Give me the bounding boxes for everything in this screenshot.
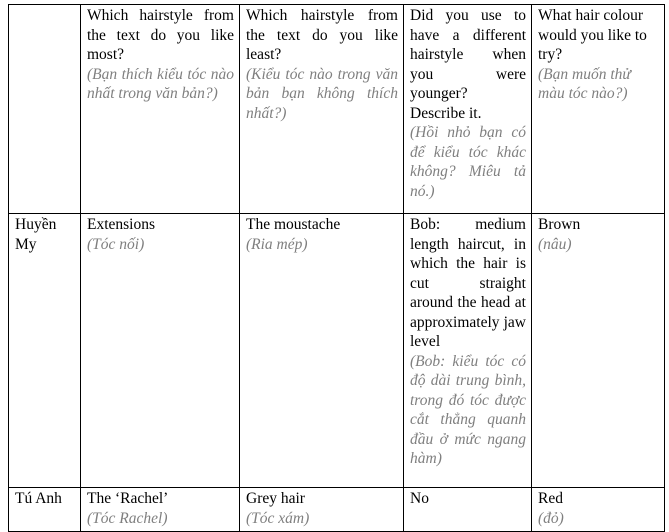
- answer-cell-like-most: [81, 214, 240, 488]
- answer-translation: (đỏ): [538, 509, 564, 527]
- answer-text: The ‘Rachel’: [87, 490, 169, 507]
- header-question: What hair colour would you like to try?: [538, 7, 647, 63]
- header-question: Which hairstyle from the text do you like most?: [87, 7, 234, 63]
- answer-translation: (nâu): [538, 235, 572, 253]
- answer-translation: (Tóc nối): [87, 235, 145, 253]
- answer-text: Bob: medium length haircut, in which the hair is cut straight around the head at approximately jaw level: [410, 216, 526, 350]
- header-translation: (Kiểu tóc nào trong văn bản bạn không thích nhất?): [246, 65, 398, 122]
- header-cell-like-most: [81, 5, 240, 214]
- answer-cell-past-hairstyle: [404, 214, 532, 488]
- header-translation: (Bạn muốn thử màu tóc nào?): [538, 65, 631, 102]
- header-cell-past-hairstyle: [404, 5, 532, 214]
- answer-cell-like-least: [240, 488, 404, 532]
- header-cell-like-least: [240, 5, 404, 214]
- answer-text: The moustache: [246, 216, 341, 233]
- answer-cell-like-least: [240, 214, 404, 488]
- answer-cell-hair-colour: [532, 488, 665, 532]
- header-translation: (Hồi nhỏ bạn có để kiểu tóc khác không? Miêu tả nó.): [410, 124, 526, 200]
- answer-translation: (Tóc xám): [246, 509, 310, 527]
- answer-text: Extensions: [87, 216, 156, 233]
- header-translation: (Bạn thích kiểu tóc nào nhất trong văn bản?): [87, 65, 234, 102]
- answer-text: Red: [538, 490, 563, 507]
- student-name-cell: [9, 214, 81, 488]
- answer-translation: (Ria mép): [246, 235, 308, 253]
- answer-text: Brown: [538, 216, 581, 233]
- table-row: [9, 214, 665, 488]
- header-question: Which hairstyle from the text do you like least?: [246, 7, 398, 63]
- answer-cell-past-hairstyle: [404, 488, 532, 532]
- student-name: Tú Anh: [15, 490, 62, 507]
- answer-translation: (Bob: kiểu tóc có độ dài trung bình, trong đó tóc được cắt thẳng quanh đầu ở mức ngang hàm): [410, 352, 526, 467]
- student-name-cell: [9, 488, 81, 532]
- header-question: Did you use to have a different hairstyle when you were younger? Describe it.: [410, 7, 526, 122]
- answer-cell-hair-colour: [532, 214, 665, 488]
- answer-translation: (Tóc Rachel): [87, 509, 168, 527]
- header-row: [9, 5, 665, 214]
- table-row: [9, 488, 665, 532]
- header-cell-hair-colour: [532, 5, 665, 214]
- answer-cell-like-most: [81, 488, 240, 532]
- student-name: Huyền My: [15, 216, 57, 253]
- answer-text: Grey hair: [246, 490, 305, 507]
- header-cell-empty: [9, 5, 81, 214]
- hairstyle-survey-table: [8, 4, 665, 532]
- answer-text: No: [410, 490, 429, 507]
